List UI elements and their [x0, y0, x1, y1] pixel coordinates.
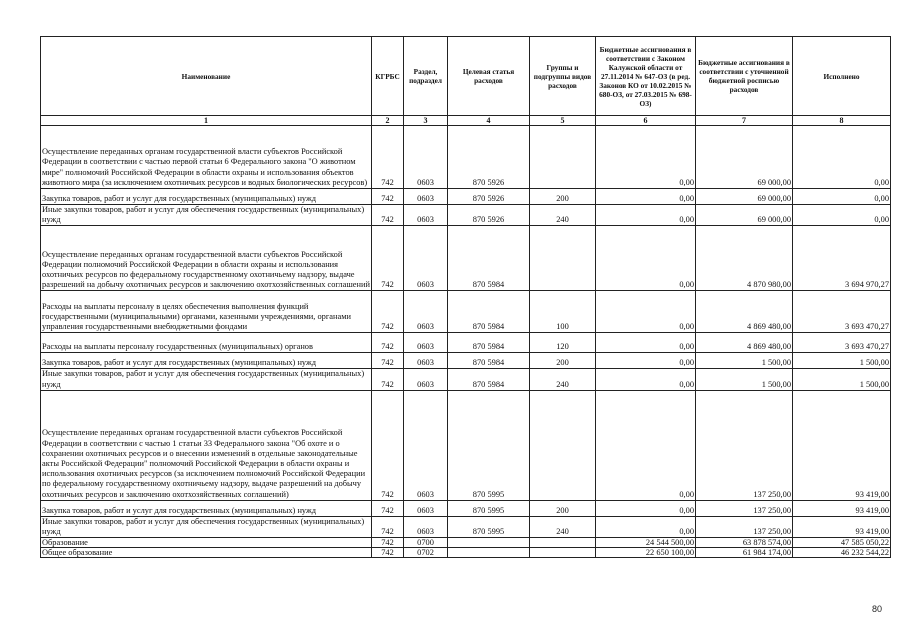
row-law-amount: 22 650 100,00	[596, 548, 696, 558]
row-law-amount: 0,00	[596, 516, 696, 537]
column-number: 4	[448, 116, 530, 126]
row-section: 0603	[404, 226, 448, 291]
table-row	[41, 500, 891, 516]
column-number: 8	[793, 116, 891, 126]
row-name: Иные закупки товаров, работ и услуг для обеспечения государственных (муниципальных) нужд	[41, 516, 372, 537]
row-refined-amount: 1 500,00	[696, 353, 793, 369]
row-target	[448, 548, 530, 558]
row-kgrbs: 742	[372, 205, 404, 226]
row-kgrbs: 742	[372, 333, 404, 353]
row-target: 870 5984	[448, 369, 530, 390]
row-executed-amount: 0,00	[793, 205, 891, 226]
row-target: 870 5995	[448, 516, 530, 537]
header-name: Наименование	[41, 37, 372, 116]
column-number: 6	[596, 116, 696, 126]
row-name: Иные закупки товаров, работ и услуг для обеспечения государственных (муниципальных) нужд	[41, 205, 372, 226]
table-row	[41, 226, 891, 291]
row-kgrbs: 742	[372, 500, 404, 516]
row-group: 200	[530, 500, 596, 516]
row-target: 870 5984	[448, 353, 530, 369]
column-number: 1	[41, 116, 372, 126]
row-group: 100	[530, 291, 596, 333]
header-executed: Исполнено	[793, 37, 891, 116]
row-name: Осуществление переданных органам государственной власти субъектов Российской Федерации полномочий Российской Федерации в области охраны и использования охотничьих ресурсов по федеральному государственному охотничьему надзору, выдаче разрешений на добычу охотничьих ресурсов и заключению охотхозяйственных соглашений	[41, 226, 372, 291]
row-group: 120	[530, 333, 596, 353]
header-row	[41, 37, 891, 116]
column-number: 2	[372, 116, 404, 126]
header-section: Раздел, подраздел	[404, 37, 448, 116]
row-executed-amount: 3 693 470,27	[793, 291, 891, 333]
row-section: 0603	[404, 291, 448, 333]
table-row	[41, 126, 891, 189]
column-number: 5	[530, 116, 596, 126]
row-target: 870 5995	[448, 390, 530, 500]
row-name: Осуществление переданных органам государственной власти субъектов Российской Федерации в соответствии с частью первой статьи 6 Федерального закона "О животном мире" полномочий Российской Федерации в области охраны и использования объектов животного мира (за исключением охотничьих ресурсов и водных биологических ресурсов)	[41, 126, 372, 189]
row-kgrbs: 742	[372, 369, 404, 390]
header-groups: Группы и подгруппы видов расходов	[530, 37, 596, 116]
row-name: Расходы на выплаты персоналу государственных (муниципальных) органов	[41, 333, 372, 353]
header-target: Целевая статья расходов	[448, 37, 530, 116]
row-refined-amount: 137 250,00	[696, 516, 793, 537]
row-law-amount: 0,00	[596, 500, 696, 516]
table-body	[41, 126, 891, 558]
row-target: 870 5995	[448, 500, 530, 516]
row-refined-amount: 61 984 174,00	[696, 548, 793, 558]
row-law-amount: 0,00	[596, 353, 696, 369]
table-row	[41, 291, 891, 333]
row-refined-amount: 4 870 980,00	[696, 226, 793, 291]
row-law-amount: 0,00	[596, 390, 696, 500]
row-executed-amount: 47 585 050,22	[793, 538, 891, 548]
row-group	[530, 548, 596, 558]
row-executed-amount: 0,00	[793, 189, 891, 205]
column-number-row	[41, 116, 891, 126]
row-kgrbs: 742	[372, 126, 404, 189]
header-kgrbs: КГРБС	[372, 37, 404, 116]
row-kgrbs: 742	[372, 548, 404, 558]
row-law-amount: 0,00	[596, 226, 696, 291]
row-executed-amount: 93 419,00	[793, 390, 891, 500]
table-row	[41, 548, 891, 558]
row-executed-amount: 93 419,00	[793, 516, 891, 537]
row-section: 0603	[404, 353, 448, 369]
row-refined-amount: 137 250,00	[696, 500, 793, 516]
row-target: 870 5984	[448, 333, 530, 353]
table-row	[41, 369, 891, 390]
row-group	[530, 226, 596, 291]
row-refined-amount: 69 000,00	[696, 205, 793, 226]
table-row	[41, 353, 891, 369]
row-name: Общее образование	[41, 548, 372, 558]
row-section: 0603	[404, 369, 448, 390]
row-section: 0603	[404, 390, 448, 500]
row-executed-amount: 0,00	[793, 126, 891, 189]
row-group	[530, 390, 596, 500]
row-refined-amount: 1 500,00	[696, 369, 793, 390]
row-executed-amount: 1 500,00	[793, 369, 891, 390]
row-executed-amount: 46 232 544,22	[793, 548, 891, 558]
row-target: 870 5984	[448, 226, 530, 291]
page-number: 80	[872, 604, 883, 614]
row-law-amount: 24 544 500,00	[596, 538, 696, 548]
row-refined-amount: 63 878 574,00	[696, 538, 793, 548]
table-row	[41, 516, 891, 537]
row-refined-amount: 137 250,00	[696, 390, 793, 500]
row-law-amount: 0,00	[596, 189, 696, 205]
row-name: Расходы на выплаты персоналу в целях обеспечения выполнения функций государственными (муниципальными) органами, казенными учреждениями, органами управления государственными внебюджетными фондами	[41, 291, 372, 333]
row-name: Закупка товаров, работ и услуг для государственных (муниципальных) нужд	[41, 189, 372, 205]
row-name: Закупка товаров, работ и услуг для государственных (муниципальных) нужд	[41, 500, 372, 516]
row-name: Осуществление переданных органам государственной власти субъектов Российской Федерации в соответствии с частью 1 статьи 33 Федерального закона "Об охоте и о сохранении охотничьих ресурсов и о внесении изменений в отдельные законодательные акты Российской Федерации" полномочий Российской Федерации в области охраны и использования охотничьих ресурсов (за исключением полномочий Российской Федерации по федеральному государственному охотничьему надзору, выдаче разрешений на добычу охотничьих ресурсов и заключению охотхозяйственных соглашений)	[41, 390, 372, 500]
table-row	[41, 189, 891, 205]
row-target: 870 5926	[448, 205, 530, 226]
row-law-amount: 0,00	[596, 291, 696, 333]
row-executed-amount: 1 500,00	[793, 353, 891, 369]
column-number: 3	[404, 116, 448, 126]
row-group: 240	[530, 369, 596, 390]
row-section: 0700	[404, 538, 448, 548]
table-row	[41, 333, 891, 353]
row-kgrbs: 742	[372, 226, 404, 291]
budget-table	[40, 36, 891, 558]
row-target: 870 5926	[448, 189, 530, 205]
header-law: Бюджетные ассигнования в соответствии с Законом Калужской области от 27.11.2014 № 647-ОЗ (в ред. Законов КО от 10.02.2015 № 680-ОЗ, от 27.03.2015 № 698-ОЗ)	[596, 37, 696, 116]
header-refined: Бюджетные ассигнования в соответствии с уточненной бюджетной росписью расходов	[696, 37, 793, 116]
row-section: 0603	[404, 126, 448, 189]
row-executed-amount: 3 693 470,27	[793, 333, 891, 353]
table-row	[41, 390, 891, 500]
row-kgrbs: 742	[372, 516, 404, 537]
row-section: 0603	[404, 500, 448, 516]
row-kgrbs: 742	[372, 189, 404, 205]
row-group: 200	[530, 353, 596, 369]
row-law-amount: 0,00	[596, 369, 696, 390]
row-target: 870 5984	[448, 291, 530, 333]
row-target: 870 5926	[448, 126, 530, 189]
row-target	[448, 538, 530, 548]
row-law-amount: 0,00	[596, 126, 696, 189]
row-name: Иные закупки товаров, работ и услуг для обеспечения государственных (муниципальных) нужд	[41, 369, 372, 390]
row-kgrbs: 742	[372, 353, 404, 369]
row-refined-amount: 4 869 480,00	[696, 291, 793, 333]
row-section: 0702	[404, 548, 448, 558]
row-executed-amount: 93 419,00	[793, 500, 891, 516]
row-group	[530, 538, 596, 548]
row-section: 0603	[404, 189, 448, 205]
column-number: 7	[696, 116, 793, 126]
row-law-amount: 0,00	[596, 333, 696, 353]
row-group	[530, 126, 596, 189]
table-row	[41, 538, 891, 548]
row-group: 240	[530, 516, 596, 537]
row-group: 240	[530, 205, 596, 226]
row-refined-amount: 69 000,00	[696, 189, 793, 205]
row-executed-amount: 3 694 970,27	[793, 226, 891, 291]
row-kgrbs: 742	[372, 390, 404, 500]
row-name: Закупка товаров, работ и услуг для государственных (муниципальных) нужд	[41, 353, 372, 369]
row-refined-amount: 4 869 480,00	[696, 333, 793, 353]
row-section: 0603	[404, 205, 448, 226]
table-row	[41, 205, 891, 226]
row-name: Образование	[41, 538, 372, 548]
row-group: 200	[530, 189, 596, 205]
row-kgrbs: 742	[372, 538, 404, 548]
row-refined-amount: 69 000,00	[696, 126, 793, 189]
row-section: 0603	[404, 516, 448, 537]
row-kgrbs: 742	[372, 291, 404, 333]
row-section: 0603	[404, 333, 448, 353]
row-law-amount: 0,00	[596, 205, 696, 226]
